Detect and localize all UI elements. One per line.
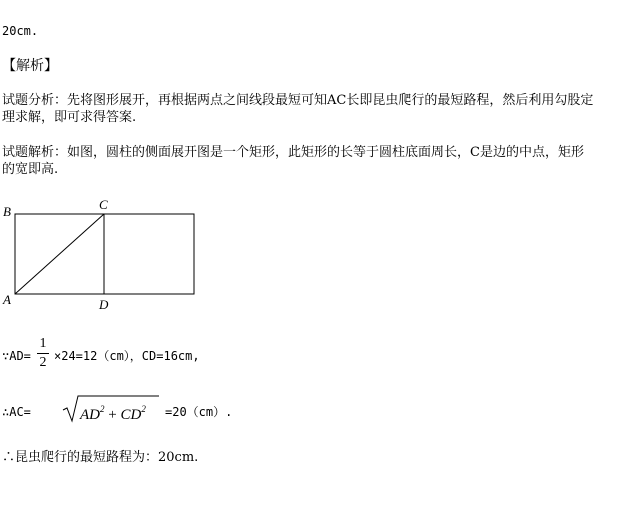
fraction-bar: [37, 353, 49, 354]
step-ac-prefix: ∴AC=: [2, 405, 31, 419]
segment-ac: [15, 214, 104, 294]
fraction-numerator: 1: [39, 336, 47, 351]
conclusion: ∴昆虫爬行的最短路程为：20cm.: [2, 450, 199, 465]
step-ad-suffix: ×24=12（cm），CD=16cm,: [54, 349, 200, 363]
point-label-c: C: [99, 197, 108, 212]
solution-line-2: 的宽即高.: [2, 162, 59, 177]
radicand-ad: AD: [80, 407, 100, 423]
radicand-cd: CD: [120, 407, 142, 423]
point-label-a: A: [3, 292, 11, 307]
analysis-line-2: 理求解，即可求得答案.: [2, 110, 137, 125]
radicand: [80, 401, 146, 423]
analysis-line-1: 试题分析：先将图形展开，再根据两点之间线段最短可知AC长即昆虫爬行的最短路程，然后利用勾股定: [2, 93, 594, 108]
point-label-b: B: [3, 204, 11, 219]
radicand-plus: +: [108, 407, 117, 423]
solution-line-1: 试题解析：如图，圆柱的侧面展开图是一个矩形，此矩形的长等于圆柱底面周长，C是边的中点，矩形: [2, 145, 584, 160]
exponent-cd: 2: [141, 404, 146, 414]
section-header: 【解析】: [2, 58, 58, 74]
fraction-one-half: [37, 336, 49, 371]
step-ad-prefix: ∵AD=: [2, 349, 31, 363]
previous-answer: 20cm.: [2, 24, 39, 38]
fraction-denominator: 2: [39, 355, 47, 370]
step-ac-suffix: =20（cm）.: [165, 405, 233, 419]
exponent-ad: 2: [100, 404, 105, 414]
point-label-d: D: [99, 297, 109, 312]
